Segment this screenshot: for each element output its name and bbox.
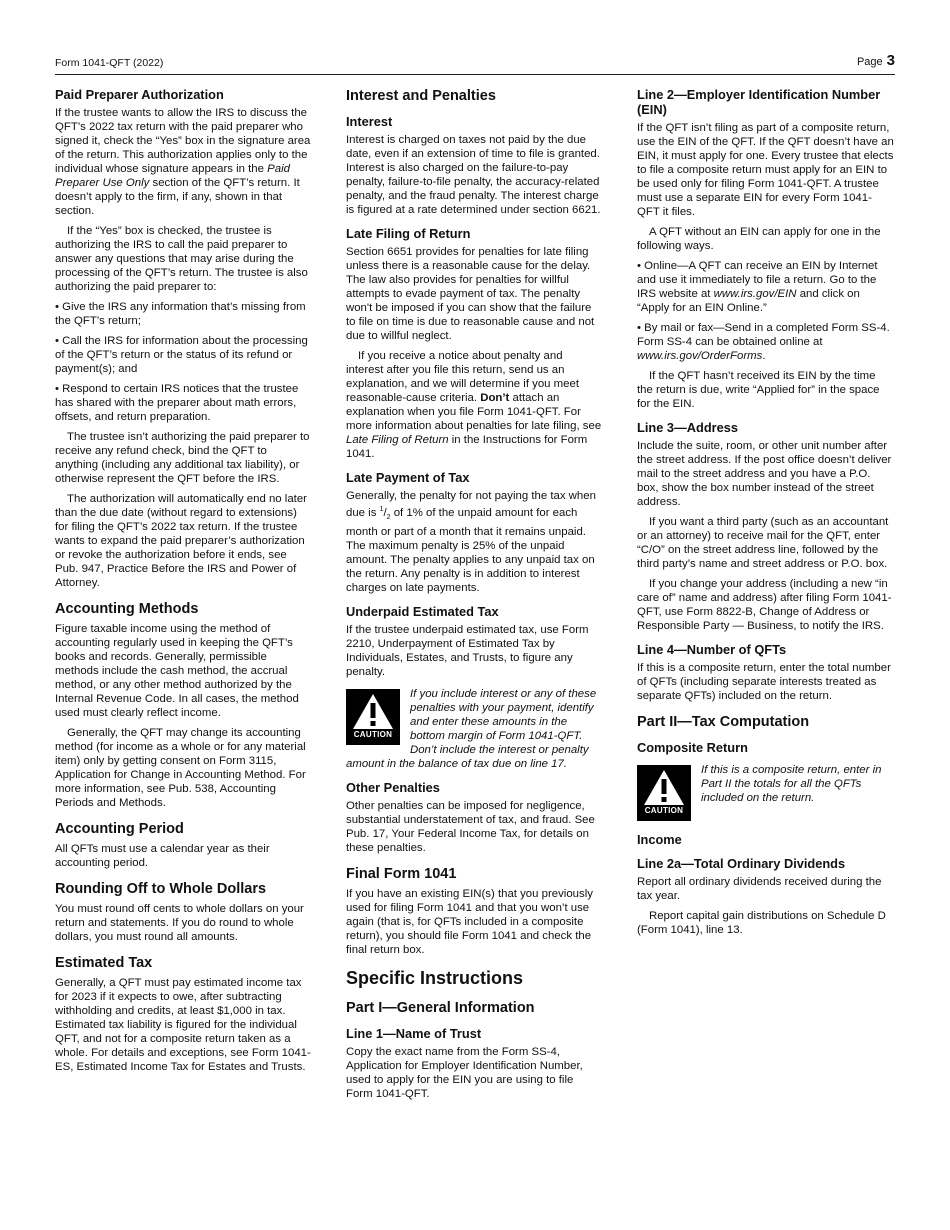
paragraph: A QFT without an EIN can apply for one in the following ways. [637, 226, 881, 252]
section-heading: Accounting Methods [55, 601, 199, 617]
paragraph: Other penalties can be imposed for negligence, substantial understatement of tax, and fraud. See Pub. 17, Your Federal Income Tax, for details on these penalties. [346, 800, 595, 855]
subsection-heading: Underpaid Estimated Tax [346, 604, 499, 620]
caution-note [346, 687, 603, 771]
caution-text: If this is a composite return, enter in Part II the totals for all the QFTs included on the return. [701, 764, 882, 804]
paragraph: Interest is charged on taxes not paid by the due date, even if an extension of time to file is granted. Interest is also charged on the failure-to-pay penalty, failure-to-file penalty, the accuracy-related penalty, and the fraud penalty. The interest charge is figured at a rate determined under section 6621. [346, 134, 601, 216]
section-heading: Accounting Period [55, 821, 184, 837]
paragraph: You must round off cents to whole dollars on your return and statements. If you do round to whole dollars, you must round all amounts. [55, 903, 304, 943]
section-heading: Part I—General Information [346, 1000, 535, 1017]
caution-note [637, 763, 894, 823]
form-title: Form 1041-QFT (2022) [55, 57, 164, 69]
paragraph: If the trustee wants to allow the IRS to discuss the QFT’s 2022 tax return with the paid preparer who signed it, check the “Yes” box in the signature area of the return. This authorization applies only to the individual whose signature appears in the Paid Preparer Use Only section of the QFT’s return. It doesn’t apply to the firm, if any, shown in that section. [55, 107, 311, 217]
section-heading: Part II—Tax Computation [637, 714, 810, 730]
column-1 [55, 87, 312, 1080]
subsection-heading: Interest [346, 114, 393, 129]
paragraph: If the trustee underpaid estimated tax, use Form 2210, Underpayment of Estimated Tax by Individuals, Estates, and Trusts, to figure any penalty. [346, 624, 589, 679]
subsection-heading: Line 1—Name of Trust [346, 1026, 482, 1042]
column-3 [637, 87, 894, 943]
paragraph: Report all ordinary dividends received during the tax year. [637, 876, 882, 902]
caution-icon: CAUTION [637, 765, 691, 821]
bullet-item: • Respond to certain IRS notices that the trustee has shared with the preparer about math errors, offsets, and return preparation. [55, 383, 299, 423]
paragraph: Section 6651 provides for penalties for late filing unless there is a reasonable cause for the delay. The law also provides for penalties for willful attempts to evade payment of tax. The penalty won't be imposed if you can show that the failure to file on time is due to reasonable cause and not due to willful neglect. [346, 246, 595, 342]
caution-text: If you include interest or any of these penalties with your payment, identify and enter these amounts in the bottom margin of Form 1041-QFT. Don’t include the interest or penalty amount in the balance of tax due on line 17. [346, 688, 597, 771]
section-heading: Final Form 1041 [346, 866, 457, 883]
subsection-heading: Composite Return [637, 740, 748, 755]
paragraph: The authorization will automatically end no later than the due date (without regard to extensions) for filing the QFT’s 2022 tax return. If the trustee wants to expand the paid preparer’s authorization or revoke the authorization before it ends, see Pub. 947, Practice Before the IRS and Power of Attorney. [55, 493, 307, 589]
paragraph: If you want a third party (such as an accountant or an attorney) to receive mail for the QFT, enter “C/O” on the street address line, followed by the third party’s name and street address or P.O. box. [637, 516, 889, 570]
paragraph: Copy the exact name from the Form SS-4, Application for Employer Identification Number, used to apply for the EIN you are using to file Form 1041-QFT. [346, 1046, 583, 1101]
paragraph: If the QFT hasn’t received its EIN by the time the return is due, write “Applied for” in the space for the EIN. [637, 370, 880, 410]
subsection-heading: Late Payment of Tax [346, 470, 470, 485]
subsection-heading: Line 2—Employer Identification Number (EIN) [637, 87, 881, 117]
paragraph: Figure taxable income using the method of accounting regularly used in keeping the QFT’s books and records. Generally, permissible methods include the cash method, the accrual method, or any other method authorized by the Internal Revenue Code. In all cases, the method used must clearly reflect income. [55, 623, 299, 719]
paragraph: If you change your address (including a new “in care of” name and address) after filing Form 1041-QFT, use Form 8822-B, Change of Address or Responsible Party — Business, to notify the IRS. [637, 578, 892, 632]
bullet-item: • Give the IRS any information that’s missing from the QFT’s return; [55, 301, 306, 327]
paragraph: If you receive a notice about penalty and interest after you file this return, send us an explanation, and we will determine if you meet reasonable-cause criteria. Don’t attach an explanation when you file Form 1041-QFT. For more information about penalties for late filing, see Late Filing of Return in the Instructions for Form 1041. [346, 350, 602, 460]
paragraph: If this is a composite return, enter the total number of QFTs (including separate interests treated as separate QFTs) included on the return. [637, 662, 891, 702]
paragraph: The trustee isn’t authorizing the paid preparer to receive any refund check, bind the QFT to anything (including any additional tax liability), or otherwise represent the QFT before the IRS. [55, 431, 310, 485]
subsection-heading: Income [637, 832, 682, 847]
paragraph: Generally, a QFT must pay estimated income tax for 2023 if it expects to owe, after subtracting withholding and credits, at least $1,000 in tax. Estimated tax liability is figured for the individual QFT, and not for a composite return taken as a whole. For details and exceptions, see Form 1041-ES, Estimated Income Tax for Estates and Trusts. [55, 977, 311, 1073]
section-heading: Rounding Off to Whole Dollars [55, 881, 267, 897]
paragraph: If the “Yes” box is checked, the trustee is authorizing the IRS to call the paid preparer to answer any questions that may arise during the processing of the QFT’s return. The trustee is also authorizing the paid preparer to: [55, 225, 308, 293]
subsection-heading: Other Penalties [346, 780, 440, 796]
column-2 [346, 87, 603, 1107]
bullet-item: • By mail or fax—Send in a completed Form SS-4. Form SS-4 can be obtained online at www.irs.gov/OrderForms. [637, 322, 890, 362]
paragraph: Include the suite, room, or other unit number after the street address. If the post office doesn’t deliver mail to the street address and you have a P.O. box, show the box number instead of the street address. [637, 440, 892, 508]
page-header [55, 52, 895, 75]
section-heading: Estimated Tax [55, 955, 153, 971]
section-heading: Interest and Penalties [346, 88, 496, 104]
bullet-item: • Call the IRS for information about the processing of the QFT’s return or the status of its refund or payment(s); and [55, 335, 308, 375]
paragraph: If the QFT isn’t filing as part of a composite return, use the EIN of the QFT. If the QFT doesn’t have an EIN, it must apply for one. Every trustee that elects to file a composite return must apply for an EIN to be used only for filing Form 1041-QFT. A trustee must use a separate EIN for every Form 1041-QFT it files. [637, 122, 894, 218]
section-heading: Paid Preparer Authorization [55, 87, 224, 102]
paragraph: If you have an existing EIN(s) that you previously used for filing Form 1041 and that you won’t use again (that is, for QFTs included in a composite return), you should file Form 1041 and check the final return box. [346, 888, 593, 957]
page-number: Page 3 [856, 52, 895, 69]
bullet-item: • Online—A QFT can receive an EIN by Internet and use it immediately to file a return. Go to the IRS website at www.irs.gov/EIN and click on “Apply for an EIN Online.” [637, 260, 878, 314]
paragraph: Generally, the QFT may change its accounting method (for income as a whole or for any material item) only by getting consent on Form 3115, Application for Change in Accounting Method. For more information, see Pub. 538, Accounting Periods and Methods. [55, 727, 306, 809]
subsection-heading: Line 3—Address [637, 420, 738, 435]
caution-icon: CAUTION [346, 689, 400, 745]
paragraph: Report capital gain distributions on Schedule D (Form 1041), line 13. [637, 910, 886, 936]
paragraph: Generally, the penalty for not paying the tax when due is $^1/_2$ of 1% of the unpaid amount for each month or part of a month that it remains unpaid. The maximum penalty is 25% of the unpaid amount. The penalty applies to any unpaid tax on the return. Any penalty is in addition to interest charges on late payments. [346, 490, 596, 595]
subsection-heading: Line 2a—Total Ordinary Dividends [637, 856, 846, 871]
main-heading: Specific Instructions [346, 968, 524, 989]
paragraph: All QFTs must use a calendar year as their accounting period. [55, 843, 270, 869]
subsection-heading: Line 4—Number of QFTs [637, 642, 787, 657]
subsection-heading: Late Filing of Return [346, 226, 471, 241]
